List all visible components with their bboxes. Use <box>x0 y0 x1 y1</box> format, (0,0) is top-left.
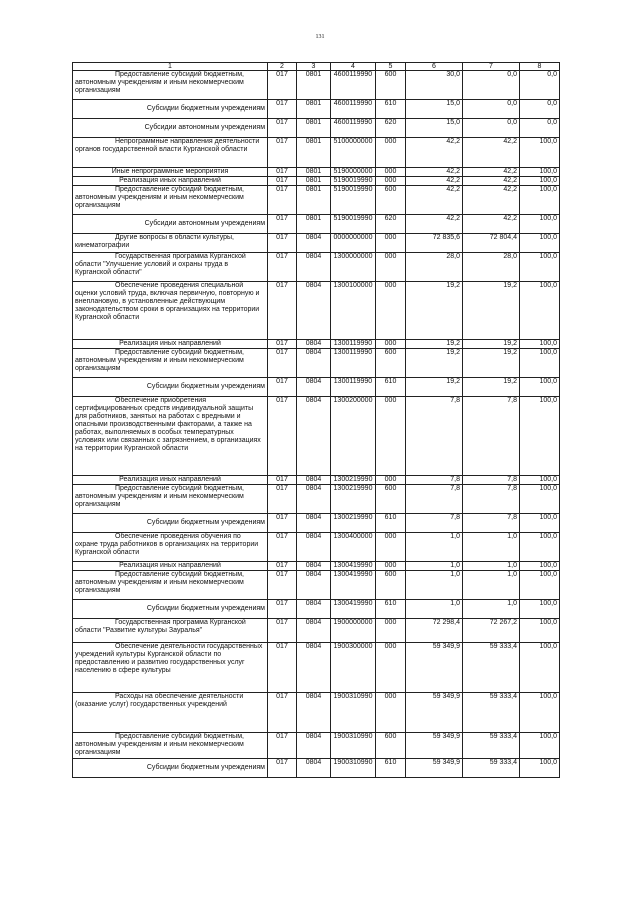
table-cell-name: Субсидии бюджетным учреждениям <box>73 514 268 533</box>
table-cell-plan: 15,0 <box>406 100 463 119</box>
table-cell-plan: 30,0 <box>406 71 463 100</box>
table-cell-plan: 42,2 <box>406 215 463 234</box>
table-row <box>73 571 560 600</box>
header-cell: 6 <box>406 63 463 71</box>
table-cell-section: 0804 <box>297 693 331 733</box>
table-cell-target-code: 5190019990 <box>331 177 376 186</box>
budget-table <box>72 62 560 778</box>
table-cell-ved: 017 <box>268 514 297 533</box>
table-cell-plan: 42,2 <box>406 186 463 215</box>
table-cell-actual: 59 333,4 <box>463 759 520 778</box>
table-cell-actual: 59 333,4 <box>463 693 520 733</box>
table-cell-plan: 42,2 <box>406 177 463 186</box>
table-cell-actual: 42,2 <box>463 138 520 168</box>
table-cell-expense-type: 610 <box>376 600 406 619</box>
table-cell-target-code: 4600119990 <box>331 71 376 100</box>
table-cell-target-code: 5190019990 <box>331 186 376 215</box>
header-cell: 2 <box>268 63 297 71</box>
table-cell-target-code: 5190019990 <box>331 215 376 234</box>
header-row <box>73 63 560 71</box>
table-cell-name: Обеспечение деятельности государственных учреждений культуры Курганской области по предоставлению и развитию государственных услуг населению в сфере культуры <box>73 643 268 693</box>
table-cell-actual: 42,2 <box>463 186 520 215</box>
table-row <box>73 378 560 397</box>
table-cell-section: 0801 <box>297 119 331 138</box>
table-row <box>73 215 560 234</box>
table-cell-expense-type: 000 <box>376 562 406 571</box>
table-row <box>73 643 560 693</box>
table-row <box>73 759 560 778</box>
table-cell-plan: 42,2 <box>406 168 463 177</box>
table-row <box>73 349 560 378</box>
table-row <box>73 71 560 100</box>
table-cell-percent: 100,0 <box>520 514 560 533</box>
table-cell-ved: 017 <box>268 476 297 485</box>
table-cell-ved: 017 <box>268 215 297 234</box>
table-cell-name: Непрограммные направления деятельности органов государственной власти Курганской области <box>73 138 268 168</box>
table-cell-target-code: 1900310990 <box>331 759 376 778</box>
table-cell-percent: 100,0 <box>520 476 560 485</box>
table-cell-target-code: 1900310990 <box>331 693 376 733</box>
table-cell-name: Реализация иных направлений <box>73 340 268 349</box>
table-cell-expense-type: 600 <box>376 571 406 600</box>
table-cell-target-code: 4600119990 <box>331 100 376 119</box>
table-cell-expense-type: 620 <box>376 119 406 138</box>
table-cell-actual: 19,2 <box>463 340 520 349</box>
table-cell-percent: 100,0 <box>520 378 560 397</box>
table-cell-percent: 100,0 <box>520 215 560 234</box>
table-cell-plan: 72 298,4 <box>406 619 463 643</box>
table-cell-target-code: 1300400000 <box>331 533 376 562</box>
table-cell-ved: 017 <box>268 397 297 476</box>
table-cell-section: 0804 <box>297 349 331 378</box>
table-cell-percent: 100,0 <box>520 186 560 215</box>
table-cell-section: 0804 <box>297 619 331 643</box>
table-cell-name: Иные непрограммные мероприятия <box>73 168 268 177</box>
table-cell-actual: 1,0 <box>463 571 520 600</box>
table-cell-target-code: 1300200000 <box>331 397 376 476</box>
table-cell-actual: 0,0 <box>463 119 520 138</box>
table-cell-plan: 1,0 <box>406 562 463 571</box>
table-cell-section: 0801 <box>297 71 331 100</box>
table-cell-expense-type: 610 <box>376 100 406 119</box>
table-cell-ved: 017 <box>268 600 297 619</box>
table-cell-percent: 100,0 <box>520 759 560 778</box>
table-cell-target-code: 4600119990 <box>331 119 376 138</box>
table-cell-actual: 0,0 <box>463 100 520 119</box>
table-cell-expense-type: 000 <box>376 234 406 253</box>
table-cell-expense-type: 000 <box>376 168 406 177</box>
table-cell-plan: 15,0 <box>406 119 463 138</box>
table-cell-ved: 017 <box>268 186 297 215</box>
header-cell: 8 <box>520 63 560 71</box>
table-cell-section: 0804 <box>297 378 331 397</box>
table-cell-section: 0804 <box>297 485 331 514</box>
table-cell-ved: 017 <box>268 533 297 562</box>
table-cell-percent: 100,0 <box>520 168 560 177</box>
table-cell-ved: 017 <box>268 643 297 693</box>
table-cell-actual: 0,0 <box>463 71 520 100</box>
table-cell-percent: 100,0 <box>520 234 560 253</box>
table-cell-section: 0804 <box>297 253 331 282</box>
table-row <box>73 619 560 643</box>
table-row <box>73 100 560 119</box>
table-cell-name: Субсидии бюджетным учреждениям <box>73 100 268 119</box>
table-cell-expense-type: 000 <box>376 177 406 186</box>
table-cell-ved: 017 <box>268 485 297 514</box>
table-row <box>73 485 560 514</box>
table-row <box>73 514 560 533</box>
table-cell-ved: 017 <box>268 253 297 282</box>
table-cell-target-code: 1300119990 <box>331 349 376 378</box>
table-cell-expense-type: 000 <box>376 282 406 340</box>
page-number: 131 <box>315 34 325 40</box>
table-cell-ved: 017 <box>268 138 297 168</box>
table-cell-name: Предоставление субсидий бюджетным, автономным учреждениям и иным некоммерческим организациям <box>73 733 268 759</box>
table-cell-target-code: 1300419990 <box>331 562 376 571</box>
table-cell-expense-type: 620 <box>376 215 406 234</box>
table-cell-target-code: 1900000000 <box>331 619 376 643</box>
header-cell: 3 <box>297 63 331 71</box>
table-cell-name: Субсидии автономным учреждениям <box>73 119 268 138</box>
table-cell-actual: 42,2 <box>463 215 520 234</box>
table-cell-section: 0801 <box>297 177 331 186</box>
table-cell-name: Расходы на обеспечение деятельности (оказание услуг) государственных учреждений <box>73 693 268 733</box>
table-cell-name: Реализация иных направлений <box>73 476 268 485</box>
table-cell-section: 0804 <box>297 234 331 253</box>
table-cell-name: Субсидии бюджетным учреждениям <box>73 378 268 397</box>
table-cell-expense-type: 600 <box>376 733 406 759</box>
table-cell-expense-type: 000 <box>376 397 406 476</box>
table-row <box>73 562 560 571</box>
table-cell-name: Предоставление субсидий бюджетным, автономным учреждениям и иным некоммерческим организациям <box>73 571 268 600</box>
table-cell-percent: 0,0 <box>520 100 560 119</box>
table-cell-ved: 017 <box>268 378 297 397</box>
table-cell-section: 0804 <box>297 643 331 693</box>
table-cell-percent: 100,0 <box>520 485 560 514</box>
table-cell-name: Обеспечение приобретения сертифицированных средств индивидуальной защиты для работников, занятых на работах с вредными и опасными производственными факторами, а также на работах, выполняемых в особых температурных условиях или связанных с загрязнением, в организациях на территории Курганской области <box>73 397 268 476</box>
table-cell-section: 0801 <box>297 215 331 234</box>
table-cell-ved: 017 <box>268 340 297 349</box>
table-cell-percent: 100,0 <box>520 340 560 349</box>
table-row <box>73 234 560 253</box>
table-cell-target-code: 1300219990 <box>331 485 376 514</box>
table-cell-section: 0804 <box>297 476 331 485</box>
table-cell-section: 0801 <box>297 138 331 168</box>
table-cell-plan: 72 835,6 <box>406 234 463 253</box>
table-cell-ved: 017 <box>268 234 297 253</box>
table-cell-percent: 100,0 <box>520 643 560 693</box>
table-cell-target-code: 1300419990 <box>331 600 376 619</box>
table-cell-plan: 59 349,9 <box>406 643 463 693</box>
table-cell-actual: 7,8 <box>463 476 520 485</box>
table-cell-name: Реализация иных направлений <box>73 177 268 186</box>
table-cell-percent: 100,0 <box>520 138 560 168</box>
table-cell-target-code: 1300419990 <box>331 571 376 600</box>
table-cell-actual: 7,8 <box>463 397 520 476</box>
table-cell-target-code: 0000000000 <box>331 234 376 253</box>
table-cell-name: Другие вопросы в области культуры, кинематографии <box>73 234 268 253</box>
table-cell-section: 0804 <box>297 562 331 571</box>
table-cell-section: 0801 <box>297 186 331 215</box>
table-cell-ved: 017 <box>268 168 297 177</box>
table-cell-name: Предоставление субсидий бюджетным, автономным учреждениям и иным некоммерческим организациям <box>73 485 268 514</box>
table-cell-percent: 100,0 <box>520 533 560 562</box>
table-cell-target-code: 5190000000 <box>331 168 376 177</box>
table-cell-percent: 100,0 <box>520 282 560 340</box>
table-cell-expense-type: 600 <box>376 349 406 378</box>
table-cell-target-code: 1300119990 <box>331 340 376 349</box>
table-cell-expense-type: 000 <box>376 619 406 643</box>
table-cell-expense-type: 000 <box>376 340 406 349</box>
table-cell-section: 0804 <box>297 533 331 562</box>
table-cell-target-code: 1300000000 <box>331 253 376 282</box>
table-cell-actual: 59 333,4 <box>463 733 520 759</box>
table-cell-actual: 1,0 <box>463 533 520 562</box>
table-cell-section: 0801 <box>297 100 331 119</box>
table-cell-plan: 7,8 <box>406 476 463 485</box>
table-cell-plan: 1,0 <box>406 571 463 600</box>
table-cell-section: 0804 <box>297 600 331 619</box>
table-cell-plan: 7,8 <box>406 397 463 476</box>
table-cell-ved: 017 <box>268 177 297 186</box>
table-cell-plan: 28,0 <box>406 253 463 282</box>
table-cell-plan: 19,2 <box>406 282 463 340</box>
table-cell-plan: 19,2 <box>406 378 463 397</box>
table-cell-section: 0804 <box>297 282 331 340</box>
table-cell-expense-type: 600 <box>376 186 406 215</box>
table-cell-ved: 017 <box>268 282 297 340</box>
table-row <box>73 168 560 177</box>
table-cell-name: Субсидии бюджетным учреждениям <box>73 600 268 619</box>
table-cell-actual: 59 333,4 <box>463 643 520 693</box>
table-cell-actual: 19,2 <box>463 282 520 340</box>
table-cell-target-code: 1300219990 <box>331 476 376 485</box>
table-cell-percent: 100,0 <box>520 571 560 600</box>
table-cell-ved: 017 <box>268 571 297 600</box>
table-row <box>73 533 560 562</box>
table-row <box>73 397 560 476</box>
table-cell-ved: 017 <box>268 759 297 778</box>
table-cell-actual: 42,2 <box>463 177 520 186</box>
table-row <box>73 476 560 485</box>
table-cell-name: Обеспечение проведения специальной оценки условий труда, включая первичную, повторную и внеплановую, в установленные действующим законодательством сроки в организациях на территории Курганской области <box>73 282 268 340</box>
table-cell-ved: 017 <box>268 562 297 571</box>
table-cell-plan: 59 349,9 <box>406 759 463 778</box>
table-cell-name: Предоставление субсидий бюджетным, автономным учреждениям и иным некоммерческим организациям <box>73 186 268 215</box>
table-cell-actual: 28,0 <box>463 253 520 282</box>
table-cell-actual: 7,8 <box>463 514 520 533</box>
table-cell-plan: 19,2 <box>406 340 463 349</box>
table-row <box>73 253 560 282</box>
table-cell-section: 0804 <box>297 759 331 778</box>
table-row <box>73 733 560 759</box>
table-row <box>73 138 560 168</box>
table-cell-percent: 100,0 <box>520 397 560 476</box>
table-cell-expense-type: 610 <box>376 759 406 778</box>
table-cell-plan: 1,0 <box>406 533 463 562</box>
table-cell-actual: 72 804,4 <box>463 234 520 253</box>
table-cell-ved: 017 <box>268 100 297 119</box>
table-cell-target-code: 1300219990 <box>331 514 376 533</box>
table-cell-actual: 42,2 <box>463 168 520 177</box>
table-cell-section: 0804 <box>297 340 331 349</box>
table-cell-name: Обеспечение проведения обучения по охране труда работников в организациях на территории Курганской области <box>73 533 268 562</box>
table-cell-actual: 1,0 <box>463 600 520 619</box>
table-cell-actual: 19,2 <box>463 349 520 378</box>
table-cell-percent: 100,0 <box>520 349 560 378</box>
table-cell-actual: 72 267,2 <box>463 619 520 643</box>
table-cell-percent: 100,0 <box>520 600 560 619</box>
header-cell: 5 <box>376 63 406 71</box>
header-cell: 1 <box>73 63 268 71</box>
table-cell-percent: 100,0 <box>520 177 560 186</box>
table-cell-name: Государственная программа Курганской области "Развитие культуры Зауралья" <box>73 619 268 643</box>
table-cell-expense-type: 000 <box>376 693 406 733</box>
table-cell-ved: 017 <box>268 693 297 733</box>
table-cell-expense-type: 600 <box>376 485 406 514</box>
table-cell-plan: 7,8 <box>406 485 463 514</box>
table-cell-percent: 0,0 <box>520 71 560 100</box>
table-cell-expense-type: 610 <box>376 378 406 397</box>
table-cell-plan: 1,0 <box>406 600 463 619</box>
table-cell-actual: 7,8 <box>463 485 520 514</box>
table-cell-ved: 017 <box>268 619 297 643</box>
table-cell-percent: 100,0 <box>520 562 560 571</box>
table-cell-expense-type: 000 <box>376 138 406 168</box>
table-cell-name: Субсидии автономным учреждениям <box>73 215 268 234</box>
table-cell-target-code: 1900310990 <box>331 733 376 759</box>
table-cell-percent: 0,0 <box>520 119 560 138</box>
table-cell-expense-type: 610 <box>376 514 406 533</box>
header-cell: 7 <box>463 63 520 71</box>
table-row <box>73 693 560 733</box>
table-cell-target-code: 5100000000 <box>331 138 376 168</box>
table-cell-actual: 1,0 <box>463 562 520 571</box>
table-cell-percent: 100,0 <box>520 693 560 733</box>
header-cell: 4 <box>331 63 376 71</box>
table-row <box>73 177 560 186</box>
table-cell-expense-type: 600 <box>376 71 406 100</box>
table-cell-plan: 7,8 <box>406 514 463 533</box>
table-cell-plan: 42,2 <box>406 138 463 168</box>
table-cell-target-code: 1300100000 <box>331 282 376 340</box>
table-cell-target-code: 1300119990 <box>331 378 376 397</box>
table-cell-ved: 017 <box>268 71 297 100</box>
table-body <box>73 71 560 778</box>
table-cell-section: 0804 <box>297 514 331 533</box>
table-cell-expense-type: 000 <box>376 476 406 485</box>
table-row <box>73 119 560 138</box>
table-row <box>73 600 560 619</box>
table-cell-expense-type: 000 <box>376 643 406 693</box>
table-cell-percent: 100,0 <box>520 733 560 759</box>
table-cell-percent: 100,0 <box>520 619 560 643</box>
table-row <box>73 282 560 340</box>
table-cell-section: 0804 <box>297 397 331 476</box>
table-cell-expense-type: 000 <box>376 253 406 282</box>
table-row <box>73 340 560 349</box>
table-cell-expense-type: 000 <box>376 533 406 562</box>
table-cell-name: Субсидии бюджетным учреждениям <box>73 759 268 778</box>
table-row <box>73 186 560 215</box>
table-cell-percent: 100,0 <box>520 253 560 282</box>
table-cell-target-code: 1900300000 <box>331 643 376 693</box>
table-cell-actual: 19,2 <box>463 378 520 397</box>
table-cell-name: Государственная программа Курганской области "Улучшение условий и охраны труда в Курганской области" <box>73 253 268 282</box>
table-cell-name: Реализация иных направлений <box>73 562 268 571</box>
table-cell-name: Предоставление субсидий бюджетным, автономным учреждениям и иным некоммерческим организациям <box>73 349 268 378</box>
table-cell-section: 0801 <box>297 168 331 177</box>
table-cell-plan: 19,2 <box>406 349 463 378</box>
table-cell-section: 0804 <box>297 733 331 759</box>
table-cell-name: Предоставление субсидий бюджетным, автономным учреждениям и иным некоммерческим организациям <box>73 71 268 100</box>
table-cell-ved: 017 <box>268 119 297 138</box>
table-cell-ved: 017 <box>268 349 297 378</box>
table-cell-ved: 017 <box>268 733 297 759</box>
table-cell-section: 0804 <box>297 571 331 600</box>
table-cell-plan: 59 349,9 <box>406 693 463 733</box>
table-cell-plan: 59 349,9 <box>406 733 463 759</box>
